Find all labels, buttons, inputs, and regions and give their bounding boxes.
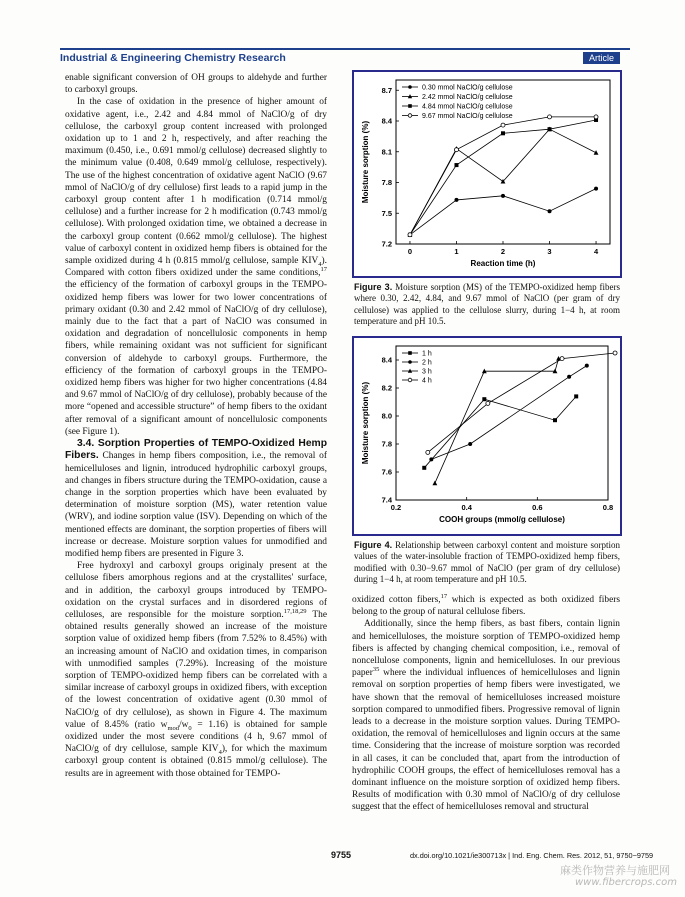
data-point xyxy=(548,209,552,213)
data-point xyxy=(548,115,552,119)
y-tick-label: 8.7 xyxy=(381,85,392,95)
journal-name: Industrial & Engineering Chemistry Research xyxy=(60,52,286,64)
y-axis-label: Moisture sorption (%) xyxy=(361,381,370,465)
legend-label: 0.30 mmol NaClO/g cellulose xyxy=(422,84,513,92)
x-tick-label: 3 xyxy=(547,247,552,256)
data-point xyxy=(585,364,589,368)
watermark-url: www.fibercrops.com xyxy=(575,877,677,888)
data-point xyxy=(422,466,426,470)
x-tick-label: 0.8 xyxy=(602,503,614,512)
series-line xyxy=(431,366,586,460)
data-point xyxy=(613,351,617,355)
figure-3-caption: Figure 3. Moisture sorption (MS) of the TEMPO-oxidized hemp fibers where 0.30, 2.42, 4.84, and 9.67 mmol of NaClO (per gram of dry cellulose) was applied to the cellulose slurry, during 1−4 h, at room temperature and pH 10.5. xyxy=(354,282,620,326)
legend-marker xyxy=(408,104,412,108)
legend-label: 3 h xyxy=(422,368,432,376)
data-point xyxy=(501,123,505,127)
data-point xyxy=(482,397,486,401)
page-number: 9755 xyxy=(331,850,352,860)
series-line xyxy=(424,396,576,467)
x-tick-label: 0.2 xyxy=(390,503,402,512)
x-axis-label: Reaction time (h) xyxy=(470,259,536,268)
paragraph: oxidized cotton fibers,$^{17}$ which is expected as both oxidized fibers belong to the group of natural cellulose fibers. xyxy=(352,592,620,618)
y-tick-label: 7.8 xyxy=(381,439,392,449)
legend-marker xyxy=(408,360,412,364)
data-point xyxy=(486,401,490,405)
data-point xyxy=(501,131,505,135)
doi-line: dx.doi.org/10.1021/ie300713x | Ind. Eng. Chem. Res. 2012, 51, 9750−9759 xyxy=(410,851,654,860)
figure-3-chart xyxy=(354,72,620,276)
y-tick-label: 8.0 xyxy=(381,411,392,421)
data-point xyxy=(574,394,578,398)
legend-marker xyxy=(408,85,412,89)
data-point xyxy=(426,450,430,454)
data-point xyxy=(468,442,472,446)
y-tick-label: 8.1 xyxy=(381,147,392,157)
y-tick-label: 8.2 xyxy=(381,383,392,393)
data-point xyxy=(408,233,412,237)
x-tick-label: 4 xyxy=(593,247,599,256)
data-point xyxy=(594,150,599,155)
legend-marker xyxy=(408,114,412,118)
legend-label: 4.84 mmol NaClO/g cellulose xyxy=(422,103,513,111)
data-point xyxy=(560,357,564,361)
data-point xyxy=(594,115,598,119)
figure-4 xyxy=(352,336,622,536)
y-tick-label: 7.8 xyxy=(381,178,392,187)
data-point xyxy=(429,457,433,461)
series-line xyxy=(435,359,559,484)
data-point xyxy=(454,148,458,152)
page-header xyxy=(60,48,630,68)
series-line xyxy=(410,120,596,235)
legend-marker xyxy=(408,351,412,355)
left-column xyxy=(65,72,327,780)
y-tick-label: 7.4 xyxy=(381,495,392,505)
data-point xyxy=(567,375,571,379)
data-point xyxy=(548,127,552,131)
data-point xyxy=(501,194,505,198)
data-point xyxy=(432,481,437,486)
watermark: 麻类作物营养与施肥网 xyxy=(560,864,670,877)
section-title: 3.4. Sorption Properties of TEMPO-Oxidized Hemp Fibers. xyxy=(65,438,327,462)
data-point xyxy=(594,187,598,191)
figure-4-chart xyxy=(354,338,620,534)
data-point xyxy=(454,198,458,202)
x-tick-label: 1 xyxy=(454,247,459,256)
x-axis-label: COOH groups (mmol/g cellulose) xyxy=(439,515,565,524)
legend-label: 9.67 mmol NaClO/g cellulose xyxy=(422,113,513,120)
x-tick-label: 0 xyxy=(407,247,413,256)
legend-marker xyxy=(408,378,412,382)
paragraph: Additionally, since the hemp fibers, as bast fibers, contain lignin and hemicelluloses, the moisture sorption of TEMPO-oxidized hemp fibers is affected by changing chemical composition, i.e., removal of noncellulose components, lignin and hemicelluloses. In our previous paper$^{35}$ where the individual influences of hemicelluloses and lignin removal on sorption properties of hemp fibers were investigated, we have shown that the removal of hemicelluloses increased moisture sorption compared to unmodified fibers. Progressive removal of lignin leads to a decrease in the moisture sorption values. During TEMPO-oxidation, the removal of hemicelluloses and lignin occurs at the same time. Considering that the increase of moisture sorption was recorded in all cases, it can be concluded that, apart from the introduction of hydrophilic COOH groups, the effect of hemicelluloses removal has a dominant influence on the moisture sorption of oxidized hemp fibers. Results of modification with 0.30 mmol of NaClO/g of dry cellulose suggest that the effect of hemicelluloses removal and structural xyxy=(352,619,620,813)
x-tick-label: 0.6 xyxy=(532,503,543,512)
y-tick-label: 7.2 xyxy=(381,239,392,249)
y-tick-label: 8.4 xyxy=(381,355,392,365)
paragraph: enable significant conversion of OH groups to aldehyde and further to carboxyl groups. xyxy=(65,73,327,96)
right-column xyxy=(352,594,620,814)
paragraph: Free hydroxyl and carboxyl groups originaly present at the cellulose fibers amorphous regions and at the crystallites' surface, and in addition, the carboxyl groups introduced by TEMPO-oxidation on the crystal surfaces and in disordered regions of celluloses, are responsible for the moisture sorption.$^{17,18,29}$ The obtained results generally showed an increase of the moisture sorption value of oxidized hemp fibers (from 7.52% to 8.45%) with an increasing amount of NaClO and oxidation times, in comparison with unmodified samples (7.29%). Increasing of the moisture sorption of TEMPO-oxidized hemp fibers can be correlated with a similar increase of carboxyl groups in oxidized fibers, with exception of the lowest concentration of oxidative agent (0.30 mmol of NaClO/g of dry cellulose), as shown in Figure 4. The maximum value of 8.45% (ratio $w_{mod}/w_0 = 1.16$) is obtained for sample oxidized under the most severe conditions (4 h, 9.67 mmol of NaClO/g of dry cellulose, sample $KIV_4$), for which the maximum carboxyl group content is obtained (0.815 mmol/g cellulose). The results are in agreement with those obtained for TEMPO- xyxy=(65,561,328,779)
data-point xyxy=(454,163,458,167)
x-tick-label: 2 xyxy=(500,247,506,256)
y-tick-label: 7.6 xyxy=(381,467,392,477)
figure-4-caption: Figure 4. Relationship between carboxyl content and moisture sorption values of the water-insoluble fraction of TEMPO-oxidized hemp fibers, modified with 0.30−9.67 mmol of NaClO (per gram of dry cellulose) during 1−4 h, at room temperature and pH 10.5. xyxy=(354,540,620,584)
legend-label: 4 h xyxy=(422,377,432,385)
data-point xyxy=(553,418,557,422)
paragraph: 3.4. Sorption Properties of TEMPO-Oxidized Hemp Fibers. Changes in hemp fibers composition, i.e., the removal of hemicelluloses and lignin, introduced hydrophilic carboxyl groups, and changes in fibers structure during the TEMPO-oxidation, cause a change in the sorption properties which have been evaluated by determination of moisture sorption (MS), water retention value (WRV), and iodine sorption value (ISV). Depending on which of the mentioned effects are dominant, the sorption properties of fibers will increase or decrease. Moisture sorption values for unmodified and modified hemp fibers are presented in Figure 3. xyxy=(65,438,327,559)
legend-label: 2.42 mmol NaClO/g cellulose xyxy=(422,94,513,101)
series-line xyxy=(428,353,615,452)
paragraph: In the case of oxidation in the presence of higher amount of oxidative agent, i.e., 2.42 and 4.84 mmol of NaClO/g of dry cellulose, the carboxyl group content increased with prolonged oxidation up to 1 and 2 h, respectively, and after reaching the maximum (0.450, i.e., 0.691 mmol/g cellulose) decreased slightly to the minimum value (0.408, 0.649 mmol/g cellulose, respectively). The use of the highest concentration of oxidative agent NaClO (9.67 mmol of NaClO/g of dry cellulose) first leads to a rapid jump in the carboxyl group content after 1 h modification (0.714 mmol/g cellulose) and a further increase for 2 h modification (0.743 mmol/g cellulose). With prolonged oxidation time, we obtained a decrease in the carboxyl group content (0.662 mmol/g cellulose). The highest value of carboxyl content in oxidized hemp fibers is obtained for the sample oxidized during 4 h (0.815 mmol/g cellulose, sample $KIV_4$). Compared with cotton fibers oxidized under the same conditions,$^{17}$ the efficiency of the formation of carboxyl groups in the TEMPO-oxidized hemp fibers was lower for two lower concentrations of primary oxidant (0.30 and 2.42 mmol of NaClO/g of dry cellulose), mainly due to the fact that a part of NaClO was consumed in oxidation and degradation of noncellulosic components in hemp fibers, while remaining oxidant was not sufficient for significant conversion of aldehyde to carboxyl groups. Furthermore, the efficiency of the formation of carboxyl groups in the TEMPO-oxidized hemp fibers was higher for two higher concentrations (4.84 and 9.67 mmol of NaClO/g of dry cellulose), probably because of the more “opened and accessible structure” of hemp fibers to the oxidant after removal of a significant amount of noncellulosic components (see Figure 1). xyxy=(65,97,327,437)
y-axis-label: Moisture sorption (%) xyxy=(361,120,370,204)
x-tick-label: 0.4 xyxy=(461,503,472,512)
legend-label: 2 h xyxy=(422,359,432,367)
y-tick-label: 8.4 xyxy=(381,116,392,126)
y-tick-label: 7.5 xyxy=(381,208,392,218)
article-badge: Article xyxy=(583,52,620,64)
figure-3 xyxy=(352,70,622,278)
legend-label: 1 h xyxy=(422,350,432,358)
